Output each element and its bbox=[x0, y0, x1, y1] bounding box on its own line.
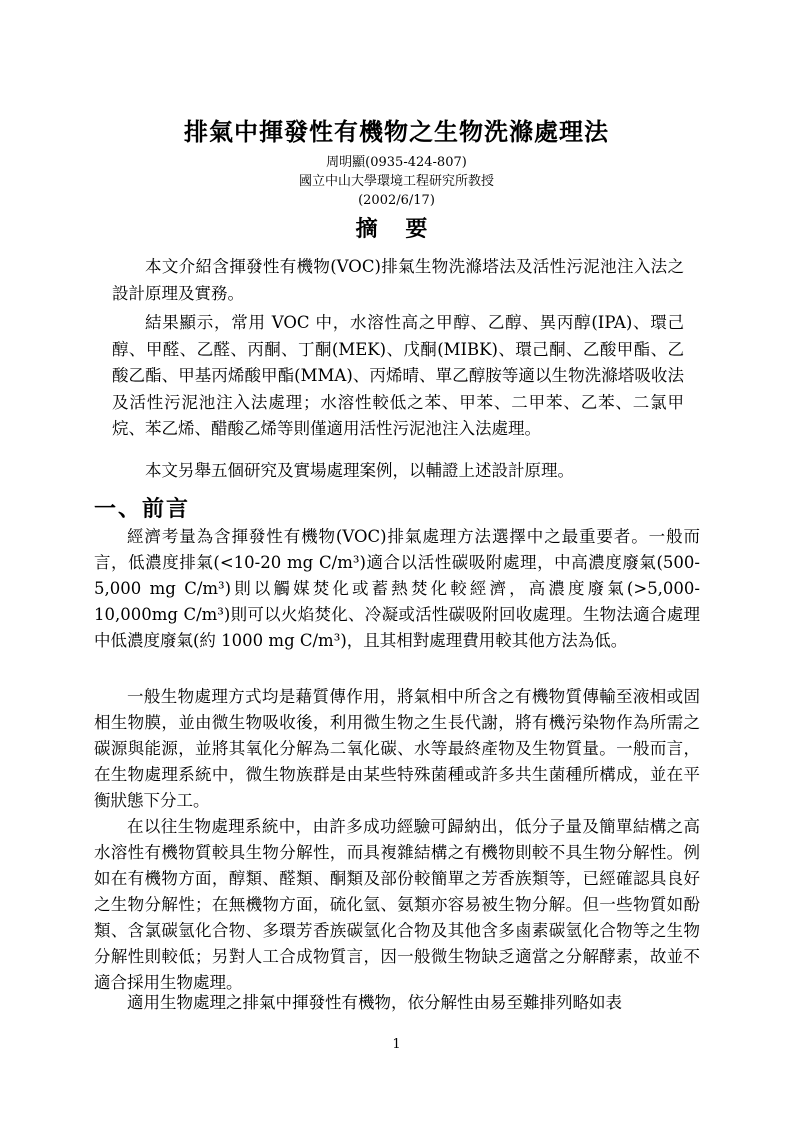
body-paragraph: 適用生物處理之排氣中揮發性有機物，依分解性由易至難排列略如表 bbox=[127, 993, 622, 1012]
abstract-heading: 摘 要 bbox=[355, 217, 438, 242]
author-line: 周明顯(0935-424-807) bbox=[326, 155, 467, 170]
body-paragraph: 在以往生物處理系統中，由許多成功經驗可歸納出，低分子量及簡單結構之高水溶性有機物質較具生物分解性，而具複雜結構之有機物則較不具生物分解性。例如在有機物方面，醇類、醛類、酮類及部份較簡單之芳香族類等，已經確認具良好之生物分解性；在無機物方面，硫化氫、氨類亦容易被生物分解。但一些物質如酚類、含氯碳氫化合物、多環芳香族碳氫化合物及其他含多鹵素碳氫化合物等之生物分解性則較低；另對人工合成物質言，因一般微生物缺乏適當之分解酵素，故並不適合採用生物處理。 bbox=[94, 817, 700, 992]
paper-title: 排氣中揮發性有機物之生物洗滌處理法 bbox=[184, 118, 609, 146]
section-heading: 一、前言 bbox=[94, 497, 191, 522]
affiliation-line: 國立中山大學環境工程研究所教授 bbox=[298, 174, 494, 189]
abstract-paragraph: 結果顯示，常用 VOC 中，水溶性高之甲醇、乙醇、異丙醇(IPA)、環己醇、甲醛、乙醛、丙酮、丁酮(MEK)、戊酮(MIBK)、環己酮、乙酸甲酯、乙酸乙酯、甲基丙烯酸甲酯(MMA)、丙烯晴、單乙醇胺等適以生物洗滌塔吸收法及活性污泥池注入法處理；水溶性較低之苯、甲苯、二甲苯、乙苯、二氯甲烷、苯乙烯、醋酸乙烯等則僅適用活性污泥池注入法處理。 bbox=[112, 313, 684, 438]
page-number: 1 bbox=[392, 1037, 401, 1052]
body-paragraph: 經濟考量為含揮發性有機物(VOC)排氣處理方法選擇中之最重要者。一般而言，低濃度排氣(<10-20 mg C/m³)適合以活性碳吸附處理，中高濃度廢氣(500-5,000 mg C/m³)則以觸媒焚化或蓄熱焚化較經濟，高濃度廢氣(>5,000-10,000mg C/m³)則可以火焰焚化、冷凝或活性碳吸附回收處理。生物法適合處理中低濃度廢氣(約 1000 mg C/m³)，且其相對處理費用較其他方法為低。 bbox=[94, 527, 700, 650]
abstract-paragraph: 本文介紹含揮發性有機物(VOC)排氣生物洗滌塔法及活性污泥池注入法之設計原理及實務。 bbox=[112, 257, 684, 303]
date-line: (2002/6/17) bbox=[358, 193, 435, 208]
body-paragraph: 一般生物處理方式均是藉質傳作用，將氣相中所含之有機物質傳輸至液相或固相生物膜，並由微生物吸收後，利用微生物之生長代謝，將有機污染物作為所需之碳源與能源，並將其氧化分解為二氧化碳、水等最終產物及生物質量。一般而言，在生物處理系統中，微生物族群是由某些特殊菌種或許多共生菌種所構成，並在平衡狀態下分工。 bbox=[94, 687, 700, 810]
abstract-paragraph: 本文另舉五個研究及實場處理案例，以輔證上述設計原理。 bbox=[145, 461, 574, 480]
